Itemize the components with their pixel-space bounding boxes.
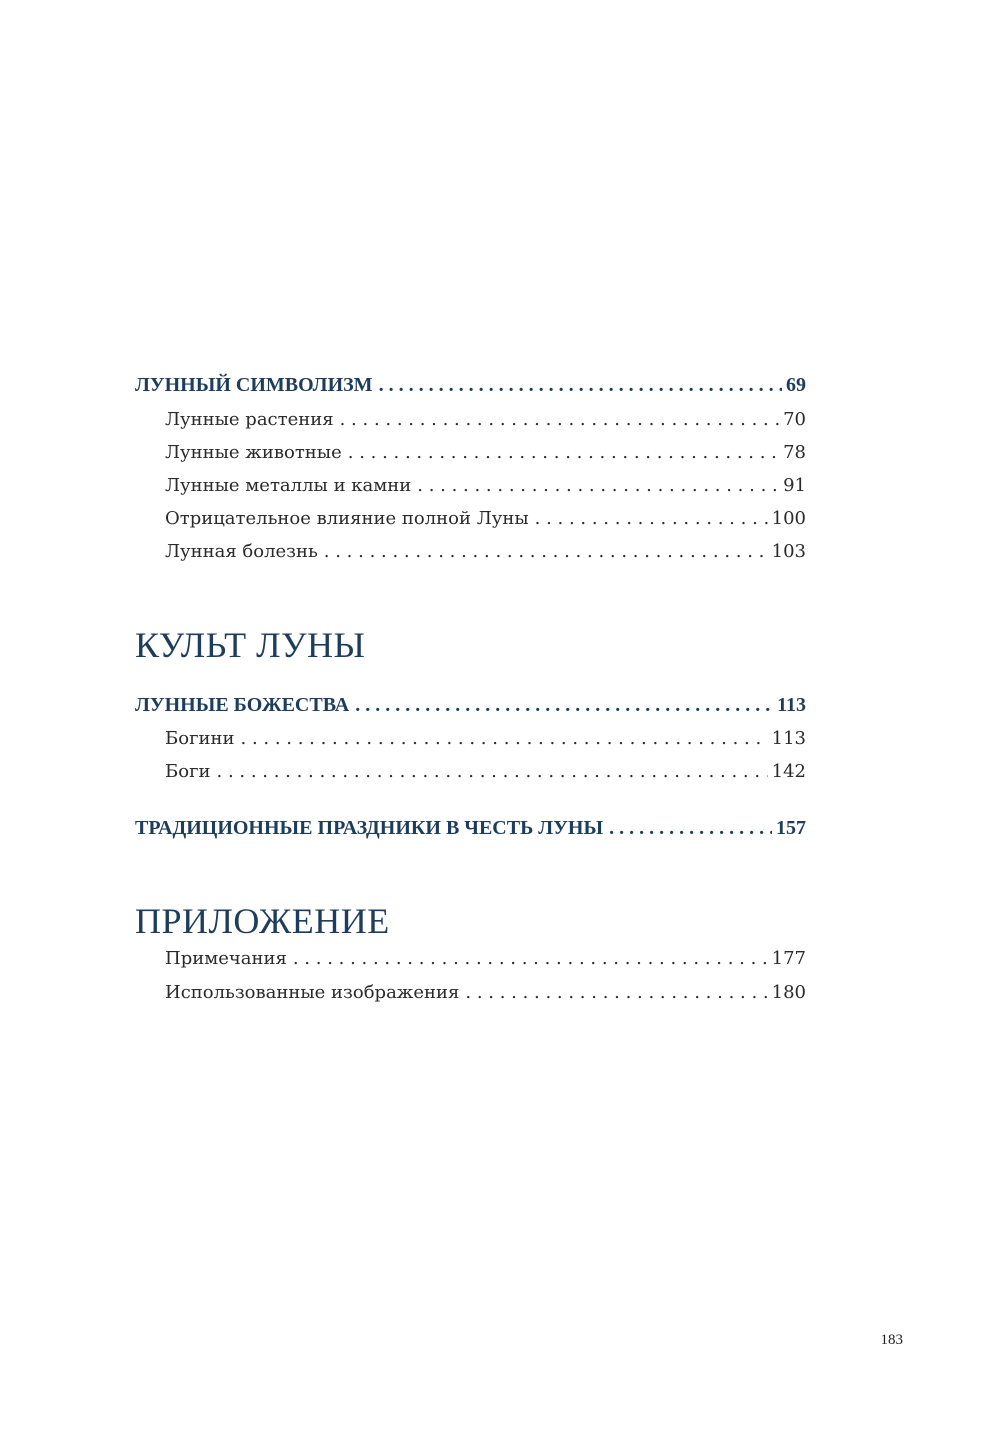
toc-section-title: ЛУННЫЙ СИМВОЛИЗМ — [135, 374, 373, 396]
dot-leader — [241, 728, 768, 749]
toc-page-number: 69 — [786, 374, 806, 396]
toc-item-title: Богини — [165, 728, 235, 749]
toc-item[interactable] — [165, 475, 806, 496]
toc-page-number: 180 — [771, 982, 806, 1003]
toc-section-lunar-deities[interactable] — [135, 694, 806, 717]
dot-leader — [379, 374, 782, 397]
toc-page-number: 113 — [777, 694, 806, 716]
dot-leader — [355, 694, 773, 717]
toc-section-title: ЛУННЫЕ БОЖЕСТВА — [135, 694, 350, 716]
toc-item-title: Отрицательное влияние полной Луны — [165, 508, 529, 529]
toc-section-title: ТРАДИЦИОННЫЕ ПРАЗДНИКИ В ЧЕСТЬ ЛУНЫ — [135, 817, 604, 839]
toc-item-title: Лунные металлы и камни — [165, 475, 412, 496]
dot-leader — [465, 982, 767, 1003]
toc-section-lunar-symbolism[interactable] — [135, 374, 806, 397]
toc-item-title: Лунные животные — [165, 442, 342, 463]
dot-leader — [324, 541, 768, 562]
dot-leader — [535, 508, 768, 529]
part-title-appendix: ПРИЛОЖЕНИЕ — [135, 901, 390, 941]
toc-item-title: Примечания — [165, 948, 287, 969]
dot-leader — [293, 948, 768, 969]
dot-leader — [417, 475, 779, 496]
toc-page-number: 142 — [771, 761, 806, 782]
toc-item[interactable] — [165, 948, 806, 969]
dot-leader — [609, 817, 772, 840]
toc-item[interactable] — [165, 541, 806, 562]
toc-item-title: Боги — [165, 761, 211, 782]
toc-page-number: 91 — [783, 475, 806, 496]
dot-leader — [348, 442, 779, 463]
toc-item[interactable] — [165, 982, 806, 1003]
dot-leader — [340, 409, 779, 430]
toc-page-number: 157 — [776, 817, 806, 839]
toc-page-number: 177 — [771, 948, 806, 969]
toc-page-number: 70 — [783, 409, 806, 430]
toc-item[interactable] — [165, 728, 806, 749]
toc-page-number: 103 — [771, 541, 806, 562]
toc-page-number: 78 — [783, 442, 806, 463]
toc-section-traditional-holidays[interactable] — [135, 817, 806, 840]
toc-page-number: 113 — [771, 728, 806, 749]
dot-leader — [217, 761, 768, 782]
toc-page-number: 100 — [771, 508, 806, 529]
page-number-folio: 183 — [880, 1332, 903, 1348]
toc-item-title: Использованные изображения — [165, 982, 460, 1003]
toc-item[interactable] — [165, 442, 806, 463]
part-title-moon-cult: КУЛЬТ ЛУНЫ — [135, 625, 366, 665]
toc-item-title: Лунные растения — [165, 409, 334, 430]
toc-item[interactable] — [165, 761, 806, 782]
toc-item[interactable] — [165, 409, 806, 430]
toc-item-title: Лунная болезнь — [165, 541, 318, 562]
toc-item[interactable] — [165, 508, 806, 529]
